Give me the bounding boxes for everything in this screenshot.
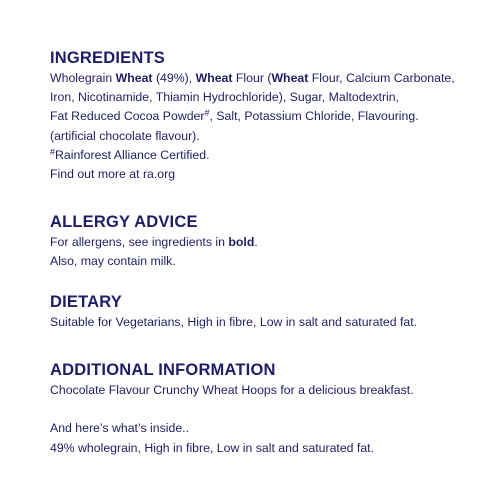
ingredients-section (50, 47, 455, 184)
ingredients-line-4: (artificial chocolate flavour). (50, 128, 200, 143)
footnote-marker: # (204, 108, 210, 119)
paragraph-gap (50, 400, 414, 419)
additional-line-1: Chocolate Flavour Crunchy Wheat Hoops for a delicious breakfast. (50, 383, 414, 397)
footnote-text: Rainforest Alliance Certified. (55, 147, 210, 162)
ingredients-heading: INGREDIENTS (50, 49, 165, 67)
ingredients-text-fragment: Wholegrain (50, 71, 116, 85)
ingredients-more-info: Find out more at ra.org (50, 167, 176, 182)
allergy-line-2: Also, may contain milk. (50, 254, 176, 269)
dietary-text (50, 313, 417, 332)
footnote-marker: # (50, 146, 56, 157)
additional-line-2: And here’s what’s inside.. (50, 421, 189, 436)
additional-info-heading: ADDITIONAL INFORMATION (50, 361, 276, 379)
ingredients-line-1 (50, 69, 455, 88)
allergy-text-fragment: . (254, 235, 258, 249)
additional-info-text (50, 381, 414, 458)
ingredients-footnote (50, 146, 455, 165)
allergen-wheat: Wheat (115, 71, 153, 85)
allergy-heading: ALLERGY ADVICE (50, 213, 198, 231)
ingredients-text-fragment: Flour, Calcium Carbonate, (308, 71, 455, 85)
allergen-wheat: Wheat (271, 71, 309, 85)
allergy-text (50, 233, 258, 271)
dietary-section (50, 291, 417, 332)
dietary-heading: DIETARY (50, 293, 122, 311)
additional-info-section (50, 359, 414, 458)
ingredients-text-fragment: Fat Reduced Cocoa Powder (50, 109, 205, 124)
dietary-line-1: Suitable for Vegetarians, High in fibre, Low in salt and saturated fat. (50, 315, 418, 329)
allergen-wheat: Wheat (195, 71, 233, 85)
allergy-text-fragment: For allergens, see ingredients in (50, 235, 229, 249)
allergy-line-1 (50, 233, 258, 252)
additional-line-3: 49% wholegrain, High in fibre, Low in salt and saturated fat. (50, 440, 375, 455)
ingredients-text (50, 69, 455, 184)
ingredients-line-2: Iron, Nicotinamide, Thiamin Hydrochloride), Sugar, Maltodextrin, (50, 90, 400, 105)
allergy-section (50, 211, 258, 271)
ingredients-text-fragment: (49%), (152, 71, 196, 85)
ingredients-line-3 (50, 107, 455, 126)
bold-word: bold (228, 235, 255, 249)
ingredients-text-fragment: Flour ( (232, 71, 272, 85)
ingredients-text-fragment: , Salt, Potassium Chloride, Flavouring. (209, 109, 419, 124)
